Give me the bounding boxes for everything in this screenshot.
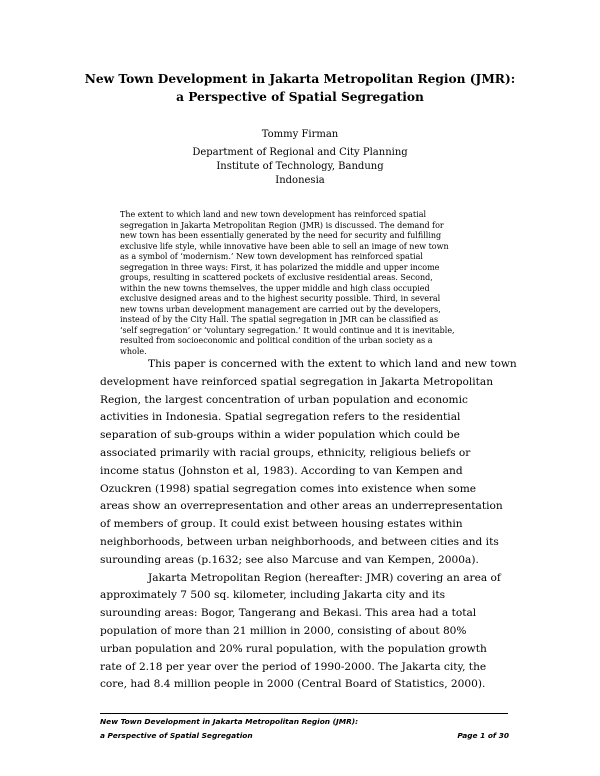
author-name: Tommy Firman	[261, 129, 339, 140]
abstract-line: new towns urban development management are carried out by the developers,	[120, 304, 441, 314]
abstract-line: groups, resulting in scattered pockets of exclusive residential areas. Second,	[120, 273, 433, 282]
affiliation-line: Institute of Technology, Bandung	[216, 161, 384, 172]
footer-title-line: a Perspective of Spatial Segregation	[100, 731, 253, 740]
paragraph-line: Ozuckren (1998) spatial segregation comes into existence when some	[100, 482, 477, 495]
author-affiliation	[0, 146, 600, 188]
paragraph-line: surounding areas: Bogor, Tangerang and Bekasi. This area had a total	[100, 607, 477, 620]
abstract-line: ‘self segregation’ or ‘voluntary segregation.’ It would continue and it is inevitable,	[120, 325, 455, 335]
abstract-line: new town has been essentially generated by the need for security and fulfilling	[120, 231, 442, 240]
paragraph-line: core, had 8.4 million people in 2000 (Central Board of Statistics, 2000).	[100, 678, 486, 691]
body-text	[100, 356, 517, 694]
paragraph-line: separation of sub-groups within a wider population which could be	[100, 429, 460, 442]
abstract-line: The extent to which land and new town development has reinforced spatial	[120, 210, 427, 219]
paragraph-line: Jakarta Metropolitan Region (hereafter: JMR) covering an area of	[148, 571, 501, 584]
paragraph-line: Region, the largest concentration of urban population and economic	[100, 393, 468, 406]
abstract-line: whole.	[120, 346, 147, 356]
paragraph-line: This paper is concerned with the extent to which land and new town	[148, 358, 517, 370]
footer-title-line: New Town Development in Jakarta Metropolitan Region (JMR):	[100, 717, 359, 726]
affiliation-line: Department of Regional and City Planning	[192, 147, 408, 158]
paragraph-line: associated primarily with racial groups, ethnicity, religious beliefs or	[100, 446, 471, 459]
paragraph-line: approximately 7 500 sq. kilometer, including Jakarta city and its	[100, 589, 446, 602]
paragraph-line: areas show an overrepresentation and other areas an underrepresentation	[100, 500, 503, 513]
abstract	[120, 210, 488, 357]
paragraph-line: of members of group. It could exist between housing estates within	[100, 518, 463, 531]
page-number: Page 1 of 30	[457, 731, 509, 740]
affiliation-line: Indonesia	[275, 175, 325, 186]
paper-title	[80, 70, 520, 106]
abstract-line: segregation in three ways: First, it has polarized the middle and upper income	[120, 262, 440, 272]
title-line: a Perspective of Spatial Segregation	[176, 90, 424, 104]
paragraph-line: population of more than 21 million in 2000, consisting of about 80%	[100, 624, 467, 637]
abstract-line: exclusive life style, while innovative have been able to sell an image of new town	[120, 241, 449, 251]
abstract-line: within the new towns themselves, the upper middle and high class occupied	[120, 283, 430, 293]
abstract-line: exclusive designed areas and to the highest security possible. Third, in several	[120, 294, 441, 303]
paragraph-line: surounding areas (p.1632; see also Marcuse and van Kempen, 2000a).	[100, 553, 479, 566]
paragraph-line: activities in Indonesia. Spatial segregation refers to the residential	[100, 411, 461, 424]
abstract-line: segregation in Jakarta Metropolitan Region (JMR) is discussed. The demand for	[120, 220, 444, 230]
footer-divider	[100, 713, 508, 714]
paragraph-line: development have reinforced spatial segregation in Jakarta Metropolitan	[100, 375, 494, 388]
paragraph-line: rate of 2.18 per year over the period of 1990-2000. The Jakarta city, the	[100, 660, 487, 673]
abstract-line: instead of by the City Hall. The spatial segregation in JMR can be classified as	[120, 315, 439, 324]
paragraph-line: income status (Johnston et al, 1983). According to van Kempen and	[100, 464, 463, 477]
title-line: New Town Development in Jakarta Metropolitan Region (JMR):	[84, 72, 516, 86]
paragraph-line: neighborhoods, between urban neighborhoods, and between cities and its	[100, 535, 499, 548]
abstract-line: as a symbol of ‘modernism.’ New town development has reinforced spatial	[120, 252, 423, 261]
abstract-line: resulted from socioeconomic and political condition of the urban society as a	[120, 336, 433, 345]
paragraph-line: urban population and 20% rural population, with the population growth	[100, 642, 487, 655]
